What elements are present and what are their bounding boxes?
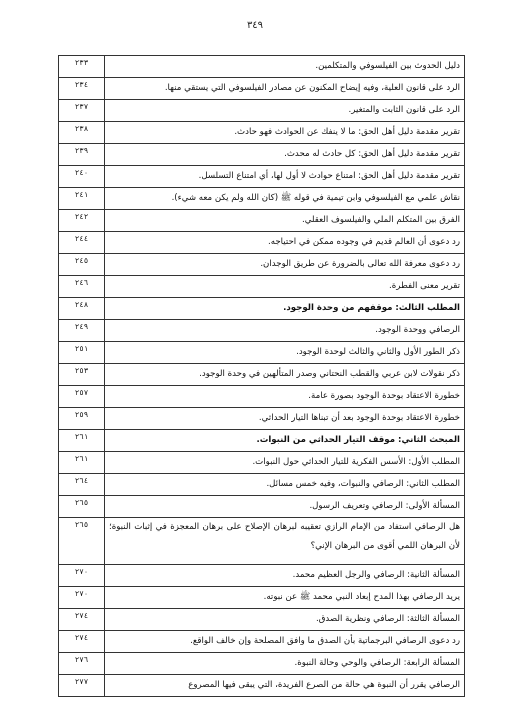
toc-entry-page: ٢٧٠ [59,565,105,587]
toc-entry-title: الرصافي يقرر أن النبوة هي حالة من الصرع الفريدة، التي يبقى فيها المصروع [105,675,465,697]
toc-entry-title: المسألة الثانية: الرصافي والرجل العظيم محمد. [105,565,465,587]
toc-row [59,452,465,474]
toc-row [59,631,465,653]
toc-entry-title: تقرير مقدمة دليل أهل الحق: امتناع حوادث لا أول لها، أي امتناع التسلسل. [105,166,465,188]
toc-entry-page: ٢٦١ [59,452,105,474]
toc-entry-title: المسألة الأولى: الرصافي وتعريف الرسول. [105,496,465,518]
toc-entry-title: رد دعوى معرفة الله تعالى بالضرورة عن طريق الوجدان. [105,254,465,276]
toc-row [59,144,465,166]
toc-row [59,496,465,518]
toc-entry-title: نقاش علمي مع الفيلسوفي وابن تيمية في قوله ﷺ (كان الله ولم يكن معه شيء). [105,188,465,210]
toc-row [59,122,465,144]
toc-entry-page: ٢٤١ [59,188,105,210]
toc-row [59,675,465,697]
toc-entry-page: ٢٦١ [59,430,105,452]
toc-entry-page: ٢٤٩ [59,320,105,342]
toc-row [59,188,465,210]
toc-entry-page: ٢٥٧ [59,386,105,408]
toc-entry-page: ٢٣٩ [59,144,105,166]
toc-row [59,298,465,320]
toc-entry-title: المبحث الثاني: موقف التيار الحداثي من النبوات. [105,430,465,452]
toc-row [59,78,465,100]
toc-entry-title: رد دعوى الرصافي البرجماتية بأن الصدق ما وافق المصلحة وإن خالف الواقع. [105,631,465,653]
toc-entry-page: ٢٤٤ [59,232,105,254]
toc-entry-title: يريد الرصافي بهذا المدح إبعاد النبي محمد ﷺ عن نبوته. [105,587,465,609]
toc-row [59,386,465,408]
toc-entry-page: ٢٤٥ [59,254,105,276]
toc-entry-title: المطلب الثاني: الرصافي والنبوات، وفيه خمس مسائل. [105,474,465,496]
toc-entry-page: ٢٦٥ [59,496,105,518]
toc-row [59,276,465,298]
toc-entry-title: تقرير مقدمة دليل أهل الحق: كل حادث له محدث. [105,144,465,166]
toc-entry-title: رد دعوى أن العالم قديم في وجوده ممكن في احتياجه. [105,232,465,254]
toc-entry-page: ٢٥١ [59,342,105,364]
toc-row [59,166,465,188]
toc-row [59,518,465,565]
toc-row [59,653,465,675]
toc-entry-page: ٢٤٢ [59,210,105,232]
toc-body [59,56,465,697]
toc-row [59,408,465,430]
toc-row [59,364,465,386]
table-of-contents [58,55,465,697]
toc-entry-title: المطلب الثالث: موقفهم من وحدة الوجود. [105,298,465,320]
toc-entry-title: دليل الحدوث بين الفيلسوفي والمتكلمين. [105,56,465,78]
toc-entry-page: ٢٦٤ [59,474,105,496]
toc-entry-page: ٢٣٣ [59,56,105,78]
toc-entry-page: ٢٧٧ [59,675,105,697]
toc-entry-page: ٢٥٣ [59,364,105,386]
toc-entry-page: ٢٧٠ [59,587,105,609]
toc-entry-page: ٢٣٤ [59,78,105,100]
toc-entry-page: ٢٣٨ [59,122,105,144]
toc-row [59,56,465,78]
toc-row [59,609,465,631]
toc-entry-page: ٢٧٦ [59,653,105,675]
toc-entry-title: المطلب الأول: الأسس الفكرية للتيار الحداثي حول النبوات. [105,452,465,474]
toc-row [59,342,465,364]
toc-row [59,320,465,342]
toc-row [59,210,465,232]
toc-entry-title: تقرير مقدمة دليل أهل الحق: ما لا ينفك عن الحوادث فهو حادث. [105,122,465,144]
toc-row [59,474,465,496]
toc-entry-title: خطورة الاعتقاد بوحدة الوجود بصورة عامة. [105,386,465,408]
toc-row [59,587,465,609]
toc-entry-title: خطورة الاعتقاد بوحدة الوجود بعد أن تبناها التيار الحداثي. [105,408,465,430]
toc-entry-title: الرد على قانون الثابت والمتغير. [105,100,465,122]
toc-entry-title: الرد على قانون العلية، وفيه إيضاح المكنون عن مصادر الفيلسوفي التي يستقي منها. [105,78,465,100]
toc-row [59,254,465,276]
toc-entry-title: هل الرصافي استفاد من الإمام الرازي تعقيبه لبرهان الإصلاح على برهان المعجزة في إثبات النبوة؛ لأن البرهان اللمي أقوى من البرهان الإني؟ [105,518,465,565]
toc-entry-page: ٢٣٧ [59,100,105,122]
toc-entry-page: ٢٧٤ [59,609,105,631]
toc-row [59,565,465,587]
toc-entry-page: ٢٤٦ [59,276,105,298]
toc-entry-title: ذكر نقولات لابن عربي والقطب النحتاني وصدر المتألهين في وحدة الوجود. [105,364,465,386]
toc-entry-page: ٢٤٨ [59,298,105,320]
toc-entry-title: المسألة الثالثة: الرصافي ونظرية الصدق. [105,609,465,631]
toc-entry-title: ذكر الطور الأول والثاني والثالث لوحدة الوجود. [105,342,465,364]
toc-entry-page: ٢٦٥ [59,518,105,565]
toc-row [59,100,465,122]
toc-row [59,430,465,452]
page-number: ٣٤٩ [246,20,264,31]
toc-entry-title: تقرير معنى الفطرة. [105,276,465,298]
toc-entry-page: ٢٧٤ [59,631,105,653]
toc-row [59,232,465,254]
toc-entry-title: الرصافي ووحدة الوجود. [105,320,465,342]
toc-entry-page: ٢٤٠ [59,166,105,188]
toc-entry-page: ٢٥٩ [59,408,105,430]
toc-entry-title: الفرق بين المتكلم الملي والفيلسوف العقلي. [105,210,465,232]
toc-entry-title: المسألة الرابعة: الرصافي والوحي وحالة النبوة. [105,653,465,675]
